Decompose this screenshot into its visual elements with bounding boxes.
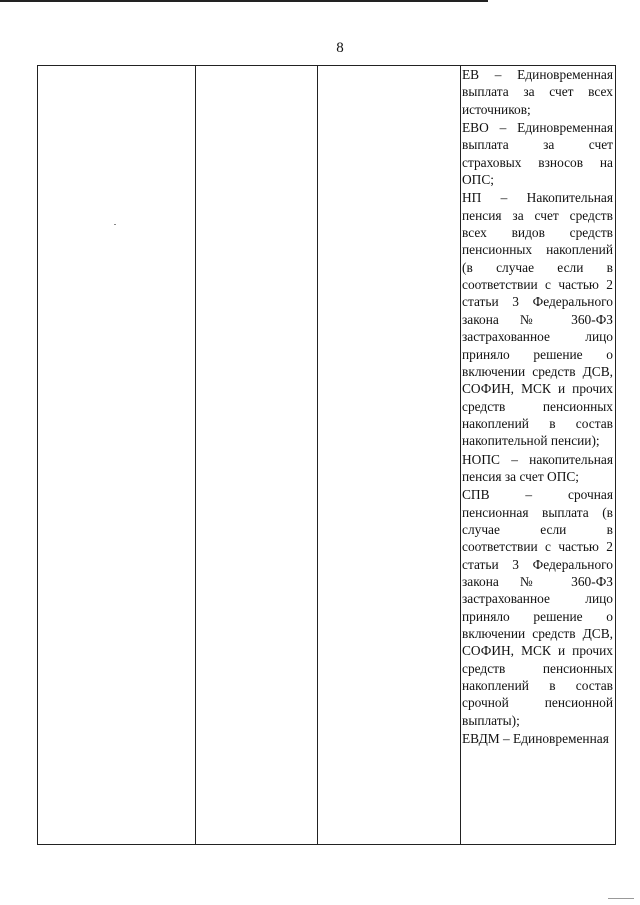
scan-corner-mark xyxy=(608,898,634,899)
column-divider xyxy=(460,66,461,844)
column-divider xyxy=(195,66,196,844)
entry-evo: ЕВО – Единовременная выплата за счет страховых взносов на ОПС; xyxy=(462,120,613,188)
scan-edge-line xyxy=(0,0,488,2)
page-number: 8 xyxy=(336,40,344,56)
scan-speck xyxy=(114,224,116,225)
entry-ev: ЕВ – Единовременная выплата за счет всех источников; xyxy=(462,67,613,117)
entry-nops: НОПС – накопительная пенсия за счет ОПС; xyxy=(462,451,613,484)
entry-np: НП – Накопительная пенсия за счет средств всех видов средств пенсионных накоплений (в случае если в соответствии с частью 2 статьи 3 Федерального закона № 360-ФЗ застрахованное лицо приняло решение о включении средств ДСВ, СОФИН, МСК и прочих средств пенсионных накоплений в состав накопительной пенсии); xyxy=(462,190,613,449)
abbreviations-column xyxy=(462,66,613,747)
column-divider xyxy=(317,66,318,844)
definitions-table xyxy=(37,65,616,845)
entry-evdm: ЕВДМ – Единовременная xyxy=(462,731,609,747)
entry-spv: СПВ – срочная пенсионная выплата (в случае если в соответствии с частью 2 статьи 3 Федерального закона № 360-ФЗ застрахованное лицо приняло решение о включении средств ДСВ, СОФИН, МСК и прочих средств пенсионных накоплений в состав срочной пенсионной выплаты); xyxy=(462,487,613,728)
